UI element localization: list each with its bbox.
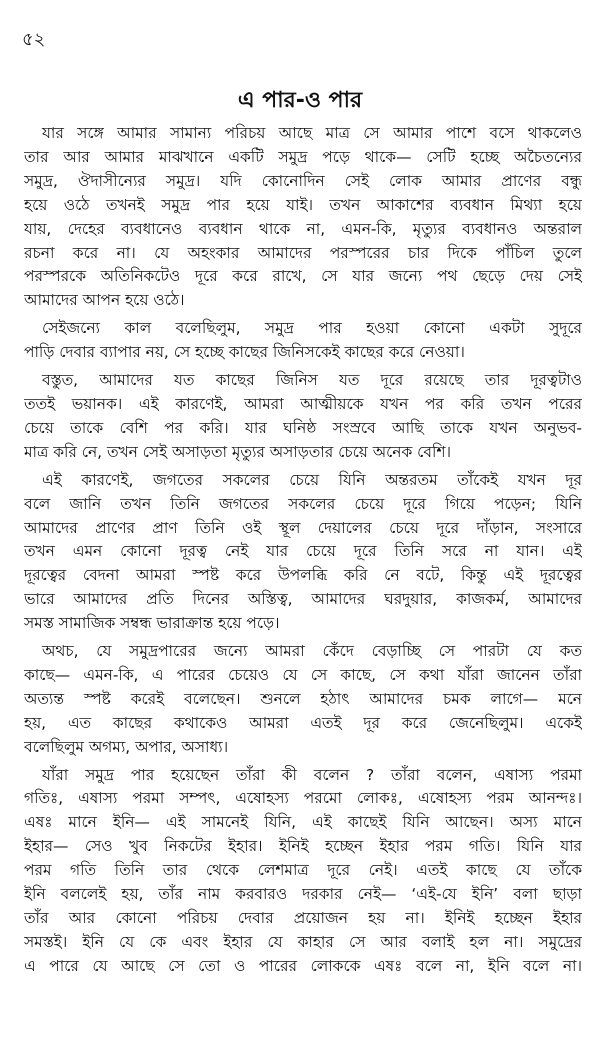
text-line: গতিঃ, এষাস্য পরমা সম্পৎ, এষোহস্য পরমো লোকঃ, এষোহস্য পরম আনন্দঃ।	[24, 789, 582, 808]
text-line: বলেছিলুম অগম্য, অপার, অসাধ্য।	[24, 737, 229, 756]
text-line: পরম গতি তিনি তার থেকে লেশমাত্র দূরে নেই। এতই কাছে যে তাঁকে	[24, 861, 582, 880]
paragraph	[24, 317, 582, 365]
text-line: হয়, এত কাছের কথাকেও আমরা এতই দূর করে জেনেছিলুম। একেই	[24, 713, 582, 732]
text-line: কাছে— এমন-কি, এ পারের চেয়েও যে সে কাছে, সে কথা যাঁরা জানেন তাঁরা	[24, 665, 582, 684]
text-line: সমস্ত সামাজিক সম্বন্ধ ভারাক্রান্ত হয়ে পড়ে।	[24, 614, 280, 633]
text-line: ভারে আমাদের প্রতি দিনের অস্তিত্ব, আমাদের ঘরদুয়ার, কাজকর্ম, আমাদের	[24, 590, 582, 609]
paragraph	[24, 122, 582, 313]
text-line: যাঁরা সমুদ্র পার হয়েছেন তাঁরা কী বলেন ? তাঁরা বলেন, এষাস্য পরমা	[42, 765, 582, 784]
text-line: বস্তুত, আমাদের যত কাছের জিনিস যত দূরে রয়েছে তার দূরত্বটাও	[42, 371, 582, 390]
text-line: সেইজন্যে কাল বলেছিলুম, সমুদ্র পার হওয়া কোনো একটা সুদূরে	[42, 319, 582, 338]
text-line: হয়ে ওঠে তখনই সমুদ্র পার হয়ে যাই। তখন আকাশের ব্যবধান মিথ্যা হয়ে	[24, 195, 582, 214]
text-line: ততই ভয়ানক। এই কারণেই, আমরা আত্মীয়কে যখন পর করি তখন পরের	[24, 394, 582, 413]
text-line: আমাদের আপন হয়ে ওঠে।	[24, 291, 185, 310]
chapter-title: এ পার-ও পার	[237, 88, 363, 113]
paragraph	[24, 369, 582, 465]
paragraph	[24, 640, 582, 760]
text-line: দূরত্বের বেদনা আমরা স্পষ্ট করে উপলব্ধি করি নে বটে, কিন্তু এই দূরত্বের	[24, 566, 582, 585]
text-line: সমুদ্র, ঔদাসীন্যের সমুদ্র। যদি কোনোদিন সেই লোক আমার প্রাণের বন্ধু	[24, 171, 582, 190]
paragraph	[24, 469, 582, 636]
text-line: অত্যন্ত স্পষ্ট করেই বলেছেন। শুনলে হঠাৎ আমাদের চমক লাগে— মনে	[24, 689, 582, 708]
text-line: এষঃ মানে ইনি— এই সামনেই যিনি, এই কাছেই যিনি আছেন। অস্য মানে	[24, 813, 582, 832]
text-line: চেয়ে তাকে বেশি পর করি। যার ঘনিষ্ঠ সংস্রবে আছি তাকে যখন অনুভব-	[24, 418, 582, 437]
text-line: তাঁর আর কোনো পরিচয় দেবার প্রয়োজন হয় না। ইনিই হচ্ছেন ইহার	[24, 909, 582, 927]
text-line: যার সঙ্গে আমার সামান্য পরিচয় আছে মাত্র সে আমার পাশে বসে থাকলেও	[42, 124, 582, 142]
text-line: তখন এমন কোনো দূরত্ব নেই যার চেয়ে দূরে তিনি সরে না যান। এই	[24, 542, 582, 561]
text-line: পরস্পরকে অতিনিকটেও দূরে করে রাখে, সে যার জন্যে পথ ছেড়ে দেয় সেই	[24, 267, 582, 286]
text-line: ইহার— সেও খুব নিকটের ইহার। ইনিই হচ্ছেন ইহার পরম গতি। যিনি যার	[24, 837, 582, 856]
text-line: এ পারে যে আছে সে তো ও পারের লোককে এষঃ বলে না, ইনি বলে না।	[24, 956, 582, 975]
text-line: বলে জানি তখন তিনি জগতের সকলের চেয়ে দূরে গিয়ে পড়েন; যিনি	[24, 494, 582, 513]
body-text	[24, 122, 582, 979]
page-number: ৫২	[22, 29, 46, 50]
text-line: তার আর আমার মাঝখানে একটি সমুদ্র পড়ে থাকে— সেটি হচ্ছে অচৈতন্যের	[24, 147, 582, 166]
text-line: মাত্র করি নে, তখন সেই অসাড়তা মৃত্যুর অসাড়তার চেয়ে অনেক বেশি।	[24, 442, 451, 461]
text-line: পাড়ি দেবার ব্যাপার নয়, সে হচ্ছে কাছের জিনিসকেই কাছের করে নেওয়া।	[24, 343, 465, 362]
text-line: অথচ, যে সমুদ্রপারের জন্যে আমরা কেঁদে বেড়াচ্ছি সে পারটা যে কত	[42, 642, 582, 661]
text-line: যায়, দেহের ব্যবধানেও ব্যবধান থাকে না, এমন-কি, মৃত্যুর ব্যবধানও অন্তরাল	[24, 219, 582, 238]
text-line: রচনা করে না। যে অহংকার আমাদের পরস্পরের চার দিকে পাঁচিল তুলে	[24, 243, 582, 262]
text-line: এই কারণেই, জগতের সকলের চেয়ে যিনি অন্তরতম তাঁকেই যখন দূর	[42, 470, 582, 489]
text-line: আমাদের প্রাণের প্রাণ তিনি ওই স্থূল দেয়ালের চেয়ে দূরে দাঁড়ান, সংসারে	[24, 518, 582, 537]
paragraph	[24, 764, 582, 979]
text-line: সমস্তই। ইনি যে কে এবং ইহার যে কাহার সে আর বলাই হল না। সমুদ্রের	[24, 932, 582, 951]
text-line: ইনি বললেই হয়, তাঁর নাম করবারও দরকার নেই— ‘এই-যে ইনি’ বলা ছাড়া	[24, 885, 582, 904]
